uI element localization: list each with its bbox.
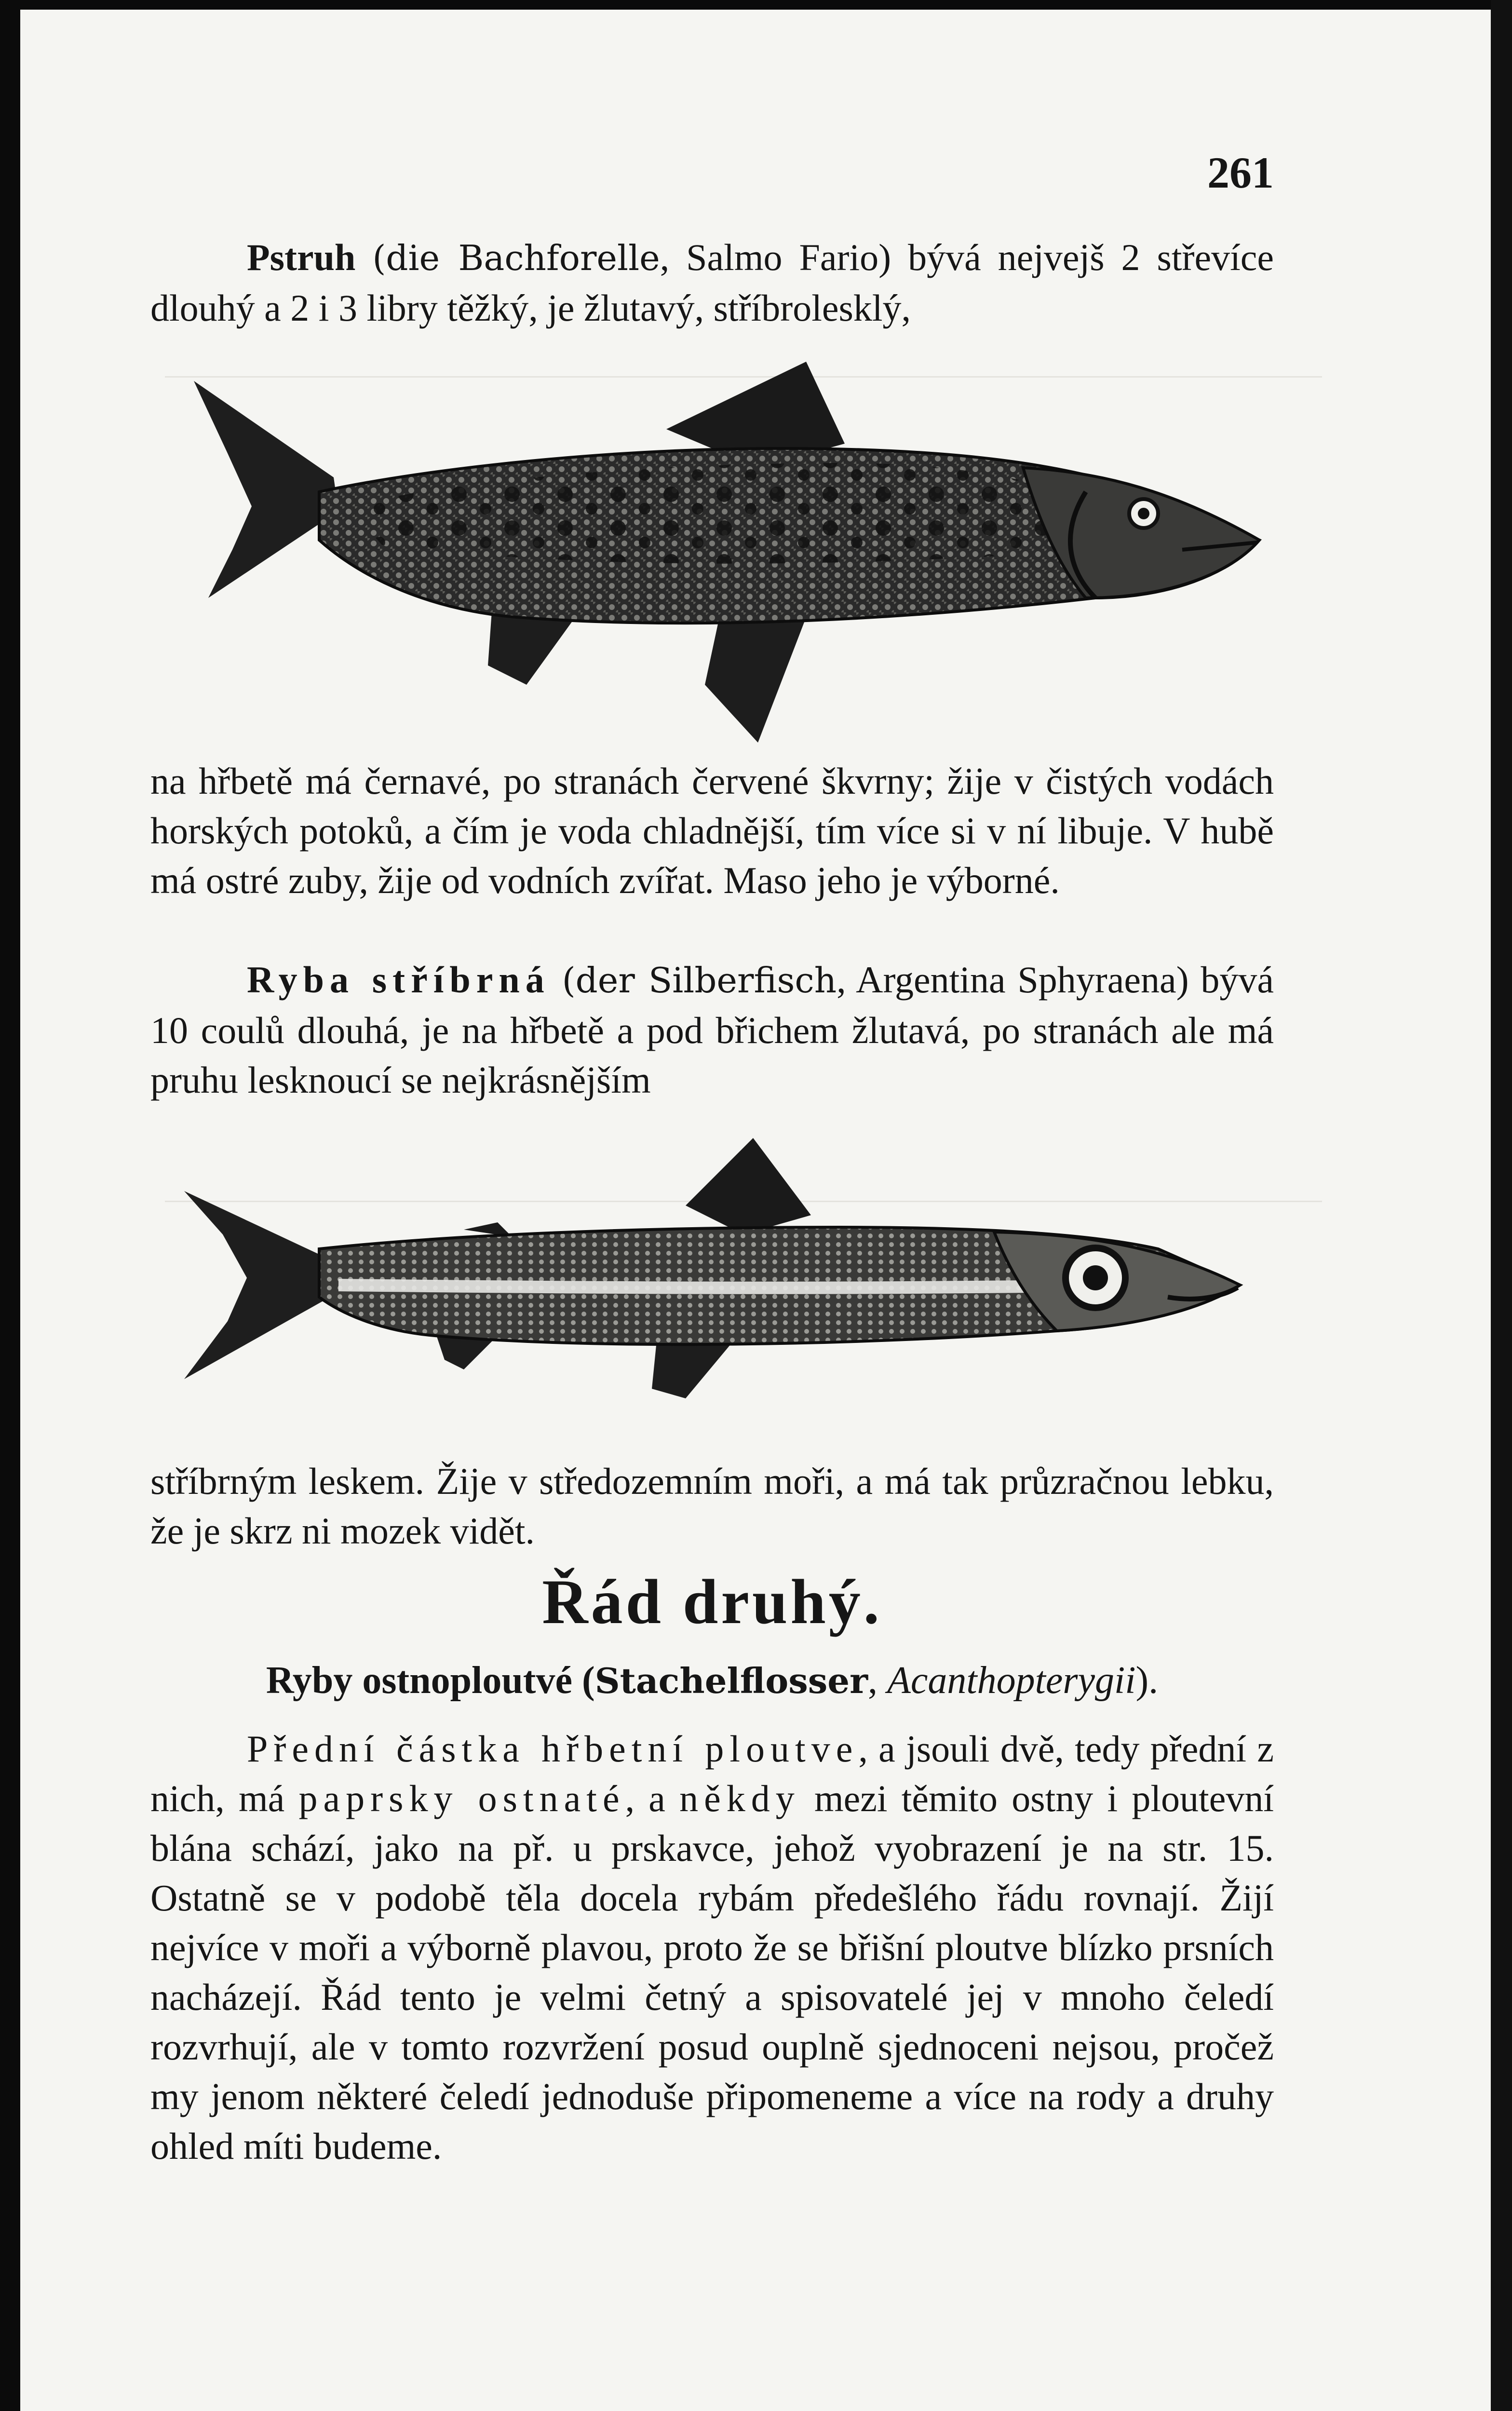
species-name: Ryba stříbrná <box>247 959 550 1001</box>
argentina-illustration <box>165 1119 1264 1427</box>
latin-name: , Salmo Fario) <box>660 236 891 278</box>
spaced-term: někdy <box>679 1777 800 1819</box>
trout-anal-fin <box>705 617 806 743</box>
german-name: die Bachforelle <box>386 238 660 278</box>
trout-tail-fin <box>194 381 338 598</box>
trout-description-paragraph: na hřbetě má černavé, po stranách červené škvrny; žije v čistých vodách horských potoků, a čím je voda chladnější, tím více si v ní libuje. V hubě má ostré zuby, žije od vodních zvířat. Maso jeho je výborné. <box>150 760 1274 901</box>
argentina-tail-fin <box>184 1191 338 1379</box>
german-name: (der Silberfisch <box>562 960 837 1001</box>
argentina-text-before: bývá 10 coulů dlouhá, je na hřbetě a pod břichem žlutavá, po stranách ale má pruhu lesknoucí se nejkrásnějším <box>150 959 1274 1101</box>
subheading-german: Stachelflosser <box>594 1660 868 1701</box>
subheading-lead: Ryby ostnoploutvé ( <box>266 1659 595 1702</box>
body-text: mezi těmito ostny i ploutevní blána schází, jako na př. u prskavce, jehož vyobrazení je na str. 15. Ostatně se v podobě těla docela rybám předešlého řádu rovnají. Žijí nejvíce v moři a výborně plavou, proto že se břišní ploutve blízko prsních nacházejí. Řád tento je velmi četný a spisovatelé jej v mnoho čeledí rozvrhují, ale v tomto rozvržení posud ouplně sjednoceni nejsou, pročež my jenom některé čeledí jednoduše připomeneme a více na rody a druhy ohled míti budeme. <box>150 1777 1274 2167</box>
opening-paren: ( <box>372 238 386 278</box>
argentina-silver-stripe <box>338 1285 1129 1288</box>
body-text: , a <box>625 1777 680 1819</box>
order-heading: Řád druhý. <box>542 1566 882 1637</box>
argentina-dorsal-fin <box>686 1138 811 1234</box>
argentina-description-paragraph: stříbrným leskem. Žije v středozemním moři, a má tak průzračnou lebku, že je skrz ni mozek vidět. <box>150 1460 1274 1552</box>
order-subheading <box>150 1659 1274 1703</box>
scan-edge-shadow <box>1491 0 1512 2411</box>
argentina-anal-fin <box>652 1341 734 1398</box>
spaced-term: paprsky ostnaté <box>298 1777 625 1819</box>
subheading-close: ). <box>1135 1659 1159 1702</box>
acanthopterygii-paragraph <box>150 1724 1274 2171</box>
argentina-intro-paragraph <box>150 955 1274 1105</box>
latin-name: , Argentina Sphyraena) <box>837 959 1189 1001</box>
body-text: , a jsouli dvě, tedy přední z nich, má <box>150 1728 1274 1819</box>
trout-illustration <box>179 347 1269 752</box>
spaced-term: Přední částka hřbetní ploutve <box>247 1728 859 1770</box>
subheading-separator: , <box>868 1659 888 1702</box>
species-name: Pstruh <box>247 236 356 278</box>
book-page <box>20 10 1498 2411</box>
trout-text-before: bývá nejvejš 2 střevíce dlouhý a 2 i 3 libry těžký, je žlutavý, stříbrolesklý, <box>150 236 1274 329</box>
page-number: 261 <box>1207 148 1274 197</box>
subheading-latin: Acanthopterygii <box>887 1659 1136 1702</box>
trout-intro-paragraph <box>150 232 1274 333</box>
